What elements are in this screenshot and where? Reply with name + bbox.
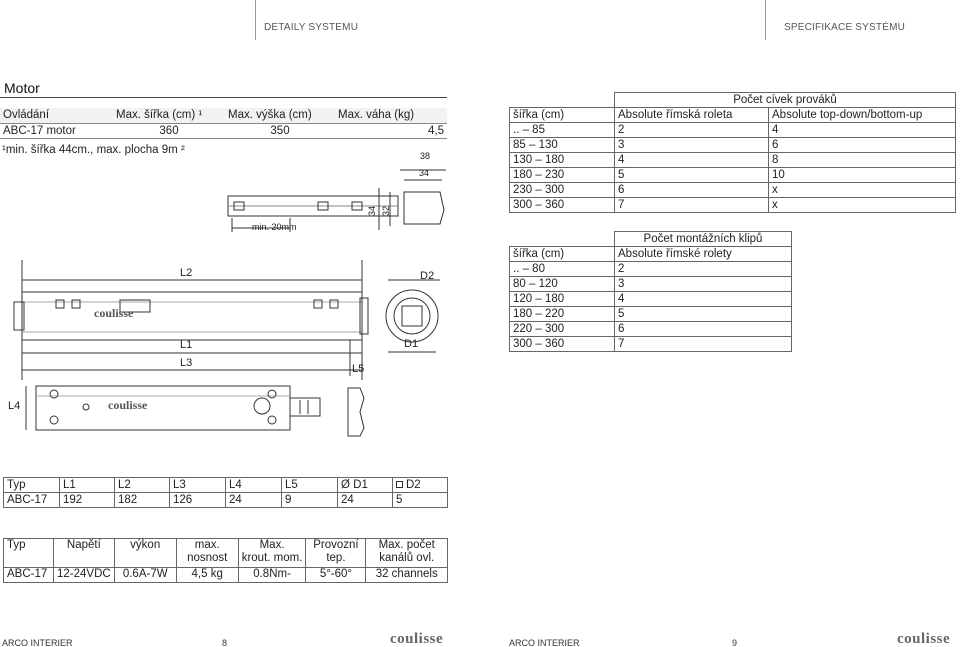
label-l1: L1 [180,339,193,351]
end-cap-profile [404,192,444,224]
motor-col-vaha: Max. váha (kg) [335,108,447,123]
motor-title-rule [0,97,447,98]
dim-38: 38 [420,151,431,161]
motor-footnote: ¹min. šířka 44cm., max. plocha 9m ² [2,144,185,156]
table-row: 220 – 300 6 [510,322,792,337]
motor-col-vyska: Max. výška (cm) [225,108,335,123]
label-l3: L3 [180,357,193,369]
cord-col-roman: Absolute římská roleta [615,108,769,123]
motor-cell-weight: 4,5 [335,123,447,138]
label-d2: D2 [420,270,435,282]
dims-col-typ: Typ [4,478,60,493]
table-row: 180 – 230 5 10 [510,168,956,183]
table-row: 230 – 300 6 x [510,183,956,198]
side-view-body [36,386,290,430]
square-icon [396,481,403,488]
cord-col-tdbu: Absolute top-down/bottom-up [769,108,956,123]
table-row: ABC-17 192 182 126 24 9 24 5 [4,493,448,508]
dims-table [3,477,448,508]
drawing-logo-side: coulisse [108,398,148,412]
specs-col-typ: Typ [4,539,54,568]
clip-table-group-header: Počet montážních klipů [615,232,792,247]
dim-34-top: 34 [419,168,430,178]
clip-col-roman: Absolute římské rolety [615,247,792,262]
footer-left-text: ARCO INTERIER [2,638,73,647]
side-clip [348,388,364,436]
table-row: .. – 85 2 4 [510,123,956,138]
dims-col-d2: D2 [393,478,448,493]
table-row: 300 – 360 7 [510,337,792,352]
dims-col-l2: L2 [115,478,170,493]
drawing-logo-body: coulisse [94,306,134,320]
specs-col-tep: Provozní tep. [306,539,366,568]
table-row: .. – 80 2 [510,262,792,277]
specs-col-moment: Max. krout. mom. [238,539,306,568]
dim-32: 32 [381,205,392,217]
clip-table [509,231,792,352]
dims-col-l1: L1 [60,478,115,493]
specs-col-vykon: výkon [114,539,176,568]
motor-cell-width: 360 [113,123,225,138]
specs-table [3,538,448,583]
specs-col-nosnost: max. nosnost [176,539,238,568]
cord-table [509,92,956,213]
header-divider-left [255,0,256,40]
label-l2: L2 [180,267,193,279]
motor-cell-type: ABC-17 motor [0,123,113,138]
dims-col-l3: L3 [170,478,226,493]
footer-left-page: 8 [222,638,228,647]
table-row: 80 – 120 3 [510,277,792,292]
footer-logo-right: coulisse [897,631,951,647]
label-d1: D1 [404,338,419,350]
footer-logo-left: coulisse [390,631,444,647]
header-right-title: SPECIFIKACE SYSTÉMU [784,22,906,33]
table-row: 120 – 180 4 [510,292,792,307]
motor-cell-height: 350 [225,123,335,138]
motor-title: Motor [4,80,40,96]
dim-34-side: 34 [367,205,378,217]
dims-col-l5: L5 [282,478,338,493]
header-left-title: DETAILY SYSTEMU [264,22,359,33]
cord-col-width: šířka (cm) [510,108,615,123]
technical-drawing [0,140,505,475]
table-row: 180 – 220 5 [510,307,792,322]
table-row: 85 – 130 3 6 [510,138,956,153]
motor-col-ovladani: Ovládání [0,108,113,123]
dims-col-d1: Ø D1 [338,478,393,493]
specs-col-napeti: Napětí [54,539,115,568]
label-l5: L5 [352,363,365,375]
cord-table-group-header: Počet cívek prováků [615,93,956,108]
label-l4: L4 [8,400,21,412]
min-label: min. 20mm [252,222,297,232]
motor-table [0,108,447,139]
clip-col-width: šířka (cm) [510,247,615,262]
table-row: 300 – 360 7 x [510,198,956,213]
motor-col-sirka: Max. šířka (cm) ¹ [113,108,225,123]
specs-col-kanaly: Max. počet kanálů ovl. [366,539,448,568]
table-row: ABC-17 12-24VDC 0.6A-7W 4,5 kg 0.8Nm- 5°-60° 32 channels [4,568,448,583]
motor-body [22,292,362,340]
footer-right-text: ARCO INTERIER [509,638,580,647]
header-divider-right [765,0,766,40]
table-row: 130 – 180 4 8 [510,153,956,168]
footer-right-page: 9 [732,638,738,647]
dims-col-l4: L4 [226,478,282,493]
